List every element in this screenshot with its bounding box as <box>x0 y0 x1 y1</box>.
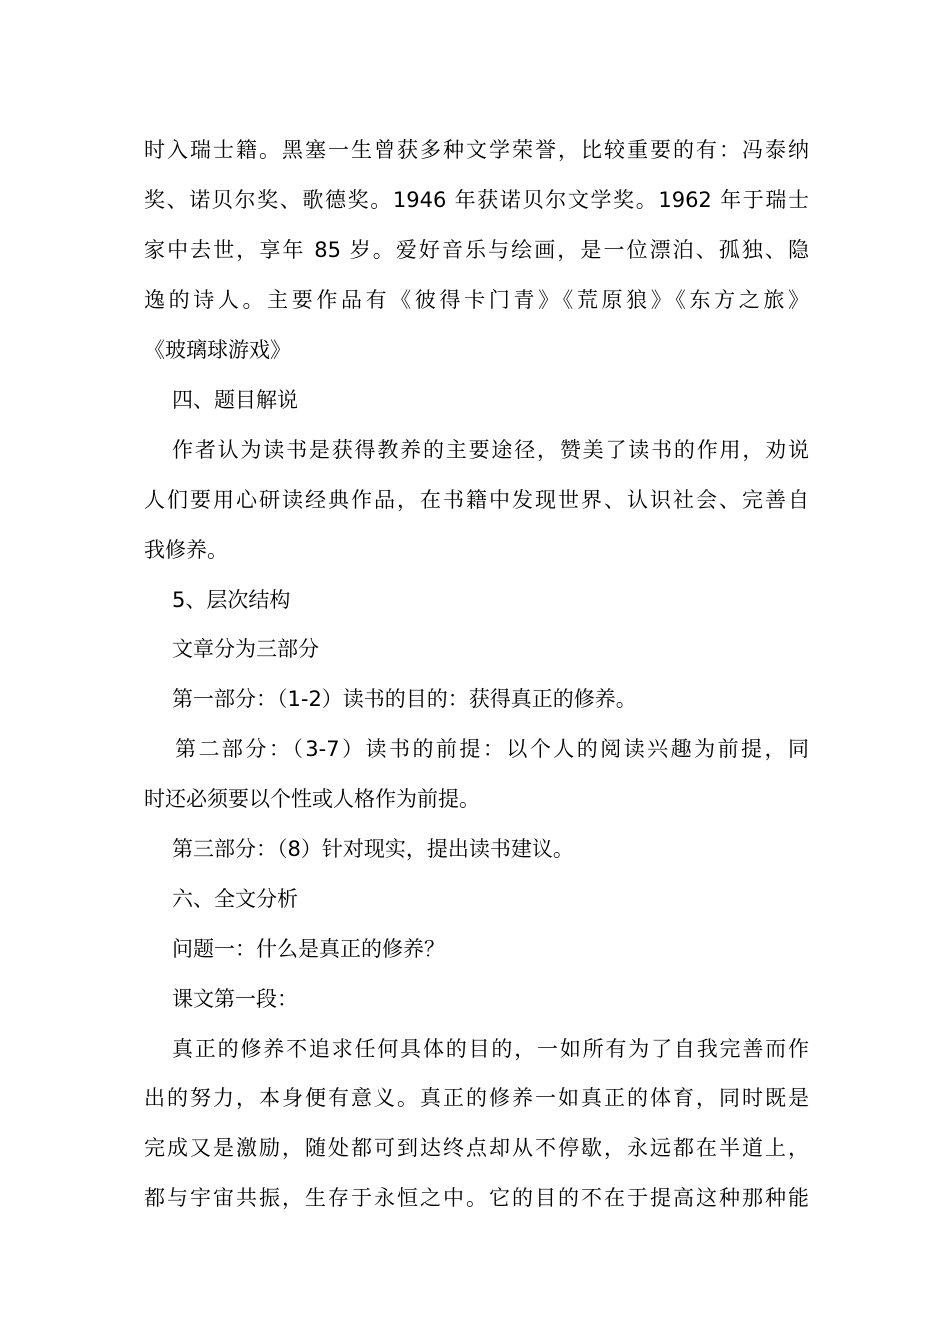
paragraph-line: 第二部分：（3-7）读书的前提：以个人的阅读兴趣为前提，同 <box>175 737 809 761</box>
paragraph-line: 课文第一段： <box>172 987 298 1011</box>
paragraph-line: 都与宇宙共振，生存于永恒之中。它的目的不在于提高这种那种能 <box>144 1186 809 1210</box>
paragraph-line: 问题一：什么是真正的修养？ <box>172 937 445 961</box>
section-heading: 5、层次结构 <box>172 588 291 612</box>
section-heading: 四、题目解说 <box>172 388 298 412</box>
paragraph-line: 第三部分：（8）针对现实，提出读书建议。 <box>172 837 574 861</box>
paragraph-line: 出的努力，本身便有意义。真正的修养一如真正的体育，同时既是 <box>144 1086 809 1110</box>
paragraph-line: 作者认为读书是获得教养的主要途径，赞美了读书的作用，劝说 <box>172 438 809 462</box>
paragraph-line: 《玻璃球游戏》 <box>144 338 291 362</box>
paragraph-line: 奖、诺贝尔奖、歌德奖。1946 年获诺贝尔文学奖。1962 年于瑞士 <box>144 188 809 212</box>
paragraph-line: 家中去世，享年 85 岁。爱好音乐与绘画，是一位漂泊、孤独、隐 <box>144 238 809 262</box>
paragraph-line: 时还必须要以个性或人格作为前提。 <box>144 787 480 811</box>
paragraph-line: 第一部分：（1-2）读书的目的：获得真正的修养。 <box>172 687 637 711</box>
paragraph-line: 逸的诗人。主要作品有《彼得卡门青》《荒原狼》《东方之旅》 <box>144 288 809 312</box>
paragraph-line: 真正的修养不追求任何具体的目的，一如所有为了自我完善而作 <box>172 1037 809 1061</box>
paragraph-line: 完成又是激励，随处都可到达终点却从不停歇，永远都在半道上， <box>144 1136 809 1160</box>
paragraph-line: 我修养。 <box>144 538 228 562</box>
paragraph-line: 人们要用心研读经典作品，在书籍中发现世界、认识社会、完善自 <box>144 488 809 512</box>
section-heading: 六、全文分析 <box>172 887 298 911</box>
paragraph-line: 时入瑞士籍。黑塞一生曾获多种文学荣誉，比较重要的有：冯泰纳 <box>144 138 809 162</box>
paragraph-line: 文章分为三部分 <box>172 637 319 661</box>
